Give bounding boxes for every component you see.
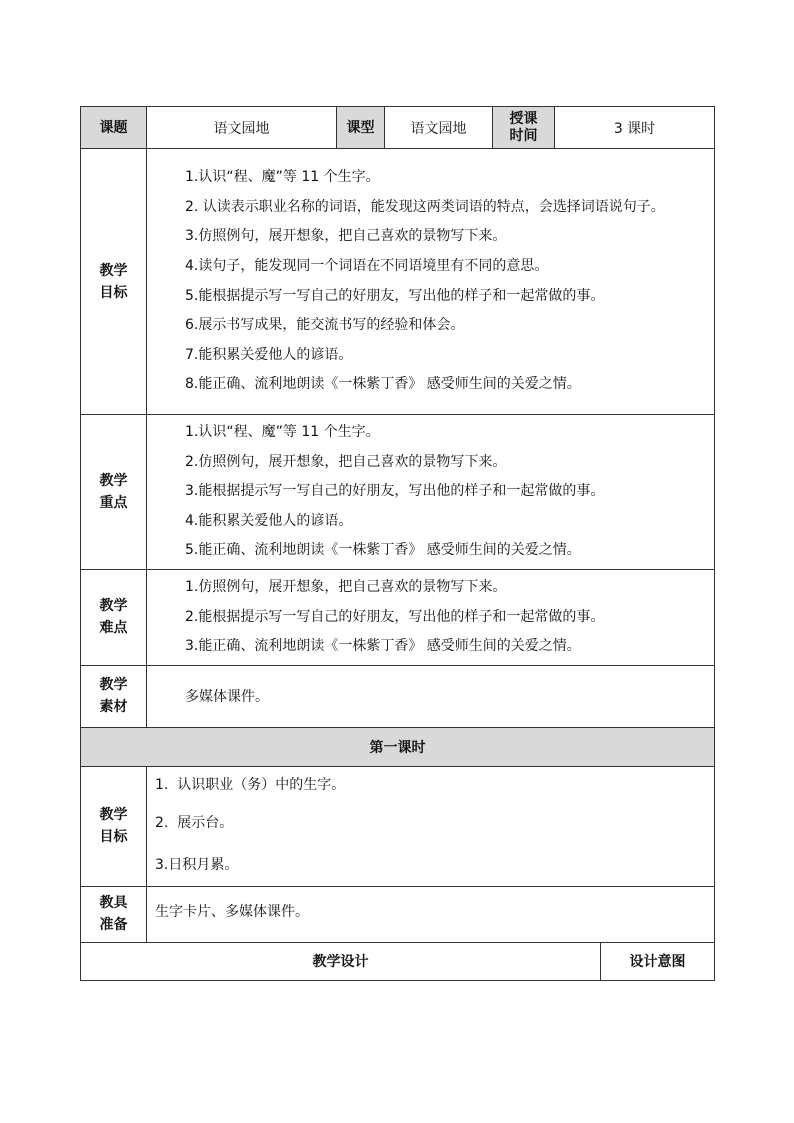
goals-label-line-1: 教学 — [99, 262, 128, 279]
materials-label — [81, 665, 147, 727]
lesson-goals-row — [81, 766, 715, 886]
key-points-label — [81, 415, 147, 570]
key-points-label-line-2: 重点 — [99, 494, 128, 511]
key-point-item: 4.能积累关爱他人的谚语。 — [185, 512, 353, 529]
lesson-goals-label-line-1: 教学 — [99, 807, 128, 824]
goals-label-line-2: 目标 — [99, 284, 128, 301]
materials-row — [81, 665, 715, 727]
lesson-goal-item: 1. 认识职业（务）中的生字。 — [155, 776, 346, 793]
header-row — [81, 107, 715, 149]
lesson-goals-label-line-2: 目标 — [99, 829, 128, 846]
difficulties-label — [81, 569, 147, 665]
goal-item: 5.能根据提示写一写自己的好朋友，写出他的样子和一起常做的事。 — [185, 287, 605, 304]
topic-value: 语文园地 — [147, 107, 337, 149]
goal-item: 6.展示书写成果，能交流书写的经验和体会。 — [185, 317, 465, 334]
goals-row — [81, 149, 715, 415]
difficulties-label-line-2: 难点 — [99, 620, 128, 637]
difficulty-item: 1.仿照例句，展开想象，把自己喜欢的景物写下来。 — [185, 578, 507, 595]
footer-row — [81, 942, 715, 980]
goal-item: 7.能积累关爱他人的谚语。 — [185, 346, 353, 363]
time-label — [493, 107, 555, 149]
lesson-goal-item: 3.日积月累。 — [155, 856, 239, 873]
tools-label-line-1: 教具 — [99, 895, 128, 912]
tools-label — [81, 886, 147, 942]
key-point-item: 2.仿照例句，展开想象，把自己喜欢的景物写下来。 — [185, 453, 507, 470]
goals-content — [147, 149, 715, 415]
topic-label: 课题 — [81, 107, 147, 149]
goal-item: 2. 认读表示职业名称的词语，能发现这两类词语的特点，会选择词语说句子。 — [185, 198, 665, 215]
key-points-row — [81, 415, 715, 570]
type-label: 课型 — [337, 107, 385, 149]
materials-label-line-2: 素材 — [99, 699, 128, 716]
time-label-line-1: 授课 — [509, 110, 538, 127]
lesson-goals-content — [147, 766, 715, 886]
difficulties-label-line-1: 教学 — [99, 598, 128, 615]
materials-label-line-1: 教学 — [99, 677, 128, 694]
first-lesson-row — [81, 727, 715, 766]
time-label-line-2: 时间 — [509, 127, 538, 144]
goal-item: 3.仿照例句，展开想象，把自己喜欢的景物写下来。 — [185, 228, 507, 245]
design-label: 教学设计 — [81, 942, 601, 980]
lesson-goals-label — [81, 766, 147, 886]
first-lesson-title: 第一课时 — [81, 727, 715, 766]
time-value: 3 课时 — [555, 107, 715, 149]
materials-value: 多媒体课件。 — [147, 665, 715, 727]
intent-label: 设计意图 — [601, 942, 715, 980]
tools-value: 生字卡片、多媒体课件。 — [147, 886, 715, 942]
type-value: 语文园地 — [385, 107, 493, 149]
difficulties-row — [81, 569, 715, 665]
tools-row — [81, 886, 715, 942]
difficulty-item: 2.能根据提示写一写自己的好朋友，写出他的样子和一起常做的事。 — [185, 608, 605, 625]
tools-label-line-2: 准备 — [99, 917, 128, 934]
difficulty-item: 3.能正确、流利地朗读《一株紫丁香》 感受师生间的关爱之情。 — [185, 638, 581, 655]
goal-item: 8.能正确、流利地朗读《一株紫丁香》 感受师生间的关爱之情。 — [185, 376, 581, 393]
goals-label — [81, 149, 147, 415]
lesson-plan-table — [80, 106, 715, 981]
key-point-item: 5.能正确、流利地朗读《一株紫丁香》 感受师生间的关爱之情。 — [185, 542, 581, 559]
key-point-item: 1.认识“程、魔”等 11 个生字。 — [185, 424, 380, 440]
key-points-content — [147, 415, 715, 570]
key-point-item: 3.能根据提示写一写自己的好朋友，写出他的样子和一起常做的事。 — [185, 483, 605, 500]
key-points-label-line-1: 教学 — [99, 472, 128, 489]
difficulties-content — [147, 569, 715, 665]
goal-item: 4.读句子，能发现同一个词语在不同语境里有不同的意思。 — [185, 257, 549, 274]
goal-item: 1.认识“程、魔”等 11 个生字。 — [185, 169, 380, 186]
lesson-goal-item: 2. 展示台。 — [155, 814, 234, 831]
